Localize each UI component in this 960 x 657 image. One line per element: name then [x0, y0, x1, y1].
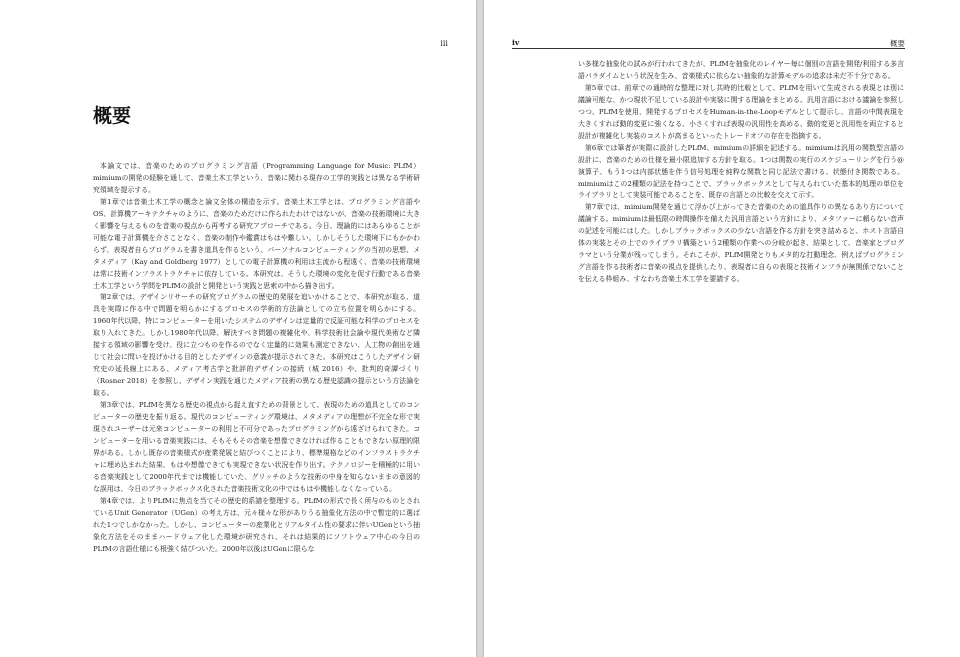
- paragraph: 第4章では、よりPLfMに焦点を当てその歴史的系譜を整理する。PLfMの形式で長く所与のものとされているUnit Generator（UGen）の考え方は、元々様々な形がありうる抽象化方法の中で暫定的に選ばれた1つでしかなかった。しかし、コンピューターの産業化とリアルタイム性の要求に伴いUGenという抽象化方法をそのままハードウェア化した環境が研究され、それは結果的にソフトウェア中心の今日のPLfMの言語仕様にも根強く結びついた。2000年以後はUGenに限らな: [93, 496, 420, 553]
- left-page: [0, 0, 476, 657]
- page-number: iii: [440, 39, 448, 48]
- paragraph: 第3章では、PLfMを異なる歴史の視点から捉え直すための背景として、表現のための道具としてのコンピューターの歴史を振り返る。現代のコンピューティング環境は、メタメディアの理想が不完全な形で実現されユーザーは元来コンピューターの利用と不可分であったプログラミングから遠ざけられてきた。コンピューターを用いる音楽実践には、そもそもその音楽を想像できなければ作ることもできない原理的限界がある。しかし既存の音楽様式が産業発展と結びつくことにより、標準規格などのインフラストラクチャに埋め込まれた結果、もはや想像できても実現できない状況を作り出す。テクノロジーを積極的に用いる音楽実践として2000年代までは機能していた、グリッチのような技術の中身を知らないままの意図的な誤用は、今日のブラックボックス化された音楽技術文化の中ではもはや機能しなくなっている。: [93, 401, 420, 493]
- paragraph: 第7章では、mimium開発を通じて浮かび上がってきた音楽のための道具作りの異なるあり方について議論する。mimiumは最低限の時間操作を備えた汎用言語という方針により、メタファーに頼らない音声の記述を可能にはした。しかしブラックボックスの少ない言語を作る方針を突き詰めると、ホスト言語自体の実装とその上でのライブラリ構築という2種類の作業への分岐が起き、結果として、音楽家とプログラマという分業が残ってしまう。それこそが、PLfM開発とりもメタ的な打動理念、例えばプログラミング言語を作る技術者に音楽の視点を提供したり、表現者に自らの表現と技術インフラが無関係でないことを伝える枠組み、すなわち音楽土木工学を要請する。: [578, 203, 904, 284]
- paragraph: 第1章では音楽土木工学の概念と論文全体の構造を示す。音楽土木工学とは、プログラミング言語やOS、計算機アーキテクチャのように、音楽のためだけに作られたわけではないが、音楽の技術環境に大きく影響を与えるものを音楽の視点から再考する研究アプローチである。今日、理論的にはあらゆることが可能な電子計算機を介さことなく、音楽の制作や鑑賞はもはや難しい。しかしそうした環境下にもかかわらず、表現者自らプログラムを書き道具を作るという、パーソナルコンピューティングの当初の思想、メタメディア（Kay and Goldberg 1977）としての電子計算機の利用は主流から程遠く、音楽の技術環境は常に技術インフラストラクチャに依存している。本研究は、そうした環境の変化を促す行動である音楽土木工学という学問をPLfMの設計と開発という実践と思索の中から描き出す。: [93, 197, 420, 290]
- page-number: iv: [512, 38, 520, 47]
- paragraph: 第6章では筆者が実際に設計したPLfM、mimiumの詳細を記述する。mimiumは汎用の関数型言語の設計に、音楽のための仕様を最小限追加する方針を取る。1つは関数の実行のスケジューリングを行う@演算子、もう1つは内部状態を伴う信号処理を純粋な関数と同じ記法で書ける、状態付き関数である。mimiumはこの2種類の記法を持つことで、ブラックボックスとして与えられていた基本的処理の単位をライブラリとして実装可能であることを、既存の言語との比較を交えて示す。: [578, 143, 904, 200]
- paragraph: 第5章では、前章での通時的な整理に対し共時的比較として、PLfMを用いて生成される表現とは別に議論可能な、かつ現状不足している設計や実装に関する理論をまとめる。汎用言語における議論を参照しつつ、PLfMを使用、開発するプロセスをHuman-in-the-Loopモデルとして提示し、言語の中間表現を大きくすれば動的変更に強くなる、小さくすれば表現の汎用性を高める、動的変更と汎用性を両立すると設計が複雑化し実装のコストが高まるといったトレードオフの存在を指摘する。: [578, 83, 904, 140]
- abstract-body-right: [578, 59, 904, 286]
- running-head: [512, 38, 905, 49]
- running-head-title: 概要: [890, 39, 905, 48]
- chapter-title: 概要: [93, 105, 132, 127]
- paragraph: 本論文では、音楽のためのプログラミング言語（Programming Language for Music: PLfM）mimiumの開発の経験を通して、音楽土木工学という、音楽に関わる現存の工学的実践とは異なる学術研究領域を提示する。: [93, 162, 420, 194]
- abstract-body-left: [93, 161, 420, 555]
- paragraph: 第2章では、デザインリサーチの研究プログラムの歴史的発展を追いかけることで、本研究が取る、道具を実際に作る中で問題を明らかにするプロセスの学術的方法論としての立ち位置を明らかにする。1960年代以降、特にコンピューターを用いたシステムのデザインは定量的で反証可能な科学のプロセスを取り入れてきた。しかし1980年代以降、解決すべき問題の複雑化や、科学技術社会論や現代美術など隣接する領域の影響を受け、役に立つものを作るのでなく定量的に効果も測定できない、人工物の創出を通じて社会に問いを投げかける目的としたデザインの意義が提示されてきた。本研究はこうしたデザイン研究史の延長線上にある、メディア考古学と批評的デザインの接続（城 2016）や、批判的奇譚づくり（Rosner 2018）を参照し、デザイン実践を通じたメディア技術の異なる歴史認識の提示という方法論を取る。: [93, 293, 420, 398]
- paragraph-continuation: い多様な抽象化の試みが行われてきたが、PLfMを抽象化のレイヤー毎に個別の言語を開発/利用する多言語パラダイムという状況を生み、音楽様式に依らない抽象的な計算モデルの追求は未だ不十分である。: [578, 60, 904, 80]
